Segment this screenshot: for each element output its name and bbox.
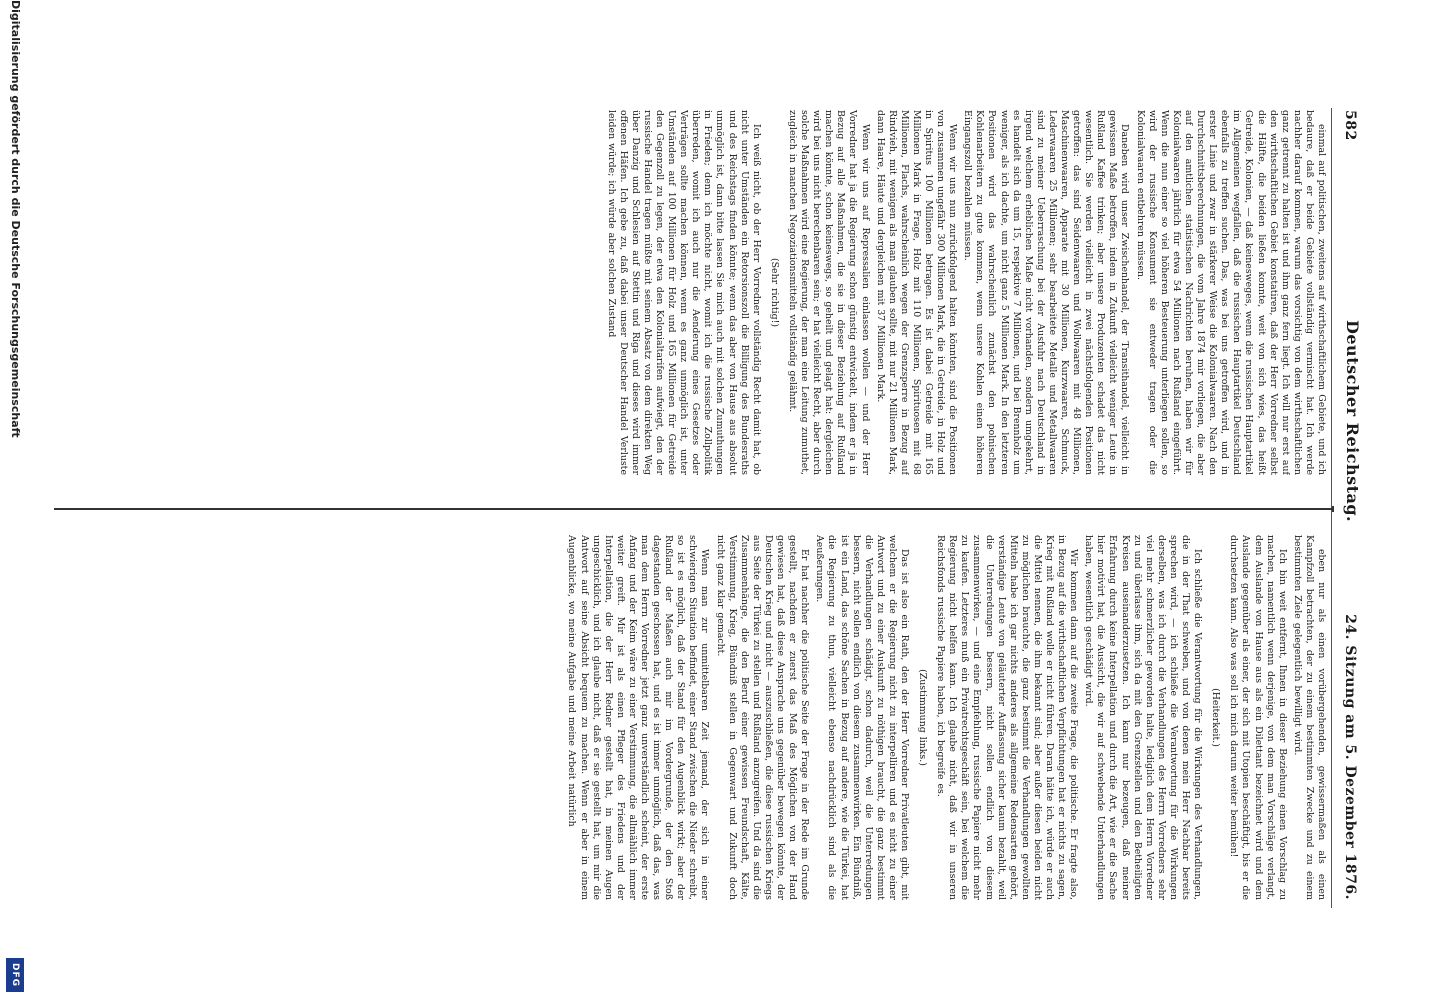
paragraph: Ich weiß nicht, ob der Herr Vorredner vollständig Recht damit hat, ob nicht unter Umständen ein Retorsionszoll die Billigung des Bundesraths und des Reichstags finden könnte; wenn das aber von Hause aus absolut unmöglich ist, dann bitte lassen Sie mich auch mit solchen Zumuthungen in Frieden; denn ich möchte nicht, womit ich die russische Zollpolitik überreden, womit ich auch nur die Aenderung eines Gesetzes oder Verträgen sollte machen können, wenn es ganz unmöglich ist, unter Umständen auf 100 Millionen für Holz und 165 Millionen für Getreide den Gegenzoll zu legen, der etwa den Kolonialtarifen aufwiegt, den der russische Handel tragen müßte mit seinem Absatz von dem direkten Weg über Danzig und Schlesien auf Stettin und Riga und dieses wird immer offenen Häfen. Ich gebe zu, daß dabei unser Deutscher Handel Verluste leiden würde; ich würde aber solchen Zustand (605, 110, 762, 475)
interjection: (Zustimmung links.) (917, 669, 929, 766)
right-column (57, 535, 1327, 900)
paragraph: Er hat nachher die politische Seite der Frage in der Rede im Grunde gestellt, nachdem er zuerst das Maß des Möglichen von der Hand gewiesen hat, daß diese Ansprache uns gegenüber bewegen könnte, der Deutschen Krieg und nicht — auszuschließen, die diese russischen Kriegs aus Seite der Türkei zu stellen und Rußland anzugreifen. Und da sind die Zusammenhänge, die den Beruf einer gewissen Freundschaft, Kälte, Verstimmung, Krieg, Bündniß stellen in Gegenwart und Zukunft doch nicht ganz klar gemacht. (714, 535, 811, 900)
column-divider (54, 508, 1334, 510)
paragraph: Wenn wir uns auf Repressalien einlassen wollen — und der Herr Vorredner hat ja die Regierung schon günstig entwickelt, indem er ja in Bezug auf alle Maßnahmen, die sie in dieser Beziehung auf Rußland machen könnte, schon keineswegs, so geheilt und gelagt hat: dergleichen wird bei uns nicht berechenbaren sein; er hat vielleicht Recht, aber durch solche Maßnahmen wird eine Regierung, der man eine Leitung zumuthet, zugleich in manchen Negoziationsmitteln vollständig gelähmt. (786, 110, 871, 475)
page-footer (4, 0, 24, 1000)
paragraph: Wir kommen dann auf die zweite Frage, die politische. Er fragte also, in Bezug auf die wirthschaftlichen Verpflichtungen hat er nichts zu sagen, Krieg mit Rußland wolle er nicht führen. Daran hätte ich, würde er auch die Mittel nennen, die ihm bekannt sind; aber außer diesen beiden nicht zu möglichen brauchte, die ganz bestimmt die Verhandlungen gewollten Mitteln habe ich gar nichts anderes als allgemeine Redensarten gehört, verständige Leute von geläuterter Auffassung sicher kaum bezahlt, weil die Unterredungen bessern, nicht sollen endlich von diesem zusammenwirken, — und eine Empfehlung, russische Papiere nicht mehr zu kaufen. Letzteres muß ein Privatrechtsgeschäft sein, bei welchem die Regierung nicht helfen kann. Ich glaube nicht, daß wir in unseren Reichsfonds russische Papiere haben, ich begreife es. (935, 535, 1080, 900)
paragraph: Ich schließe die Verantwortung für die Wirkungen des Verhandlungen, die in der That schweben, und von denen mein Herr Nachbar bereits sprechen wird, — ich schließe die Verantwortung für die Wirkungen derselben, was ich durch die Verhandlungen des Herrn Vorredners sehr viel mehr schmerzlicher geworden halte, lediglich dem Herrn Vorredner zu und überlasse ihm, sich da mit den Grenzstellen und den Betheiligten Kreisen auseinanderzusetzen. Ich kann nur bezeugen, daß meiner Erfahrung durch keine Interpellation und durch die Art, wie er die Sache hier motivirt hat, die Aussicht, die wir auf schwebende Unterhandlungen haben, wesentlich geschädigt wird. (1083, 535, 1204, 900)
dfg-logo: DFG (6, 958, 24, 992)
publication-title: Deutscher Reichstag. (1343, 320, 1362, 523)
digitization-credit: Digitalisierung gefördert durch die Deutsche Forschungsgemeinschaft (9, 0, 22, 438)
paragraph: Wenn man zur unmittelbaren Zeit jemand, der sich in einer schwierigen Situation befindet, einer Stand zwischen die Nieder schreibt, so ist es möglich, daß der Stand für den Augenblick wirkt; aber der Rußland der Maßen auch mir im Vordergrunde, der den Stoß dagestanden geschossen hat, und es ist immer unmöglich, daß das, was man dem Herrn Vorredner jetzt ganz unverständlich scheint, der erste Anfang und der Keim wäre zu einer Verstimmung, die allmählich immer weiter greift. Mir ist als einen Pfleger des Friedens und der Interpellation, die der Herr Redner gestellt hat, in meinen Augen ungeschicklich, und ich glaube nicht, daß er sie gestellt hat, um mir die Antwort auf seine Absicht bequem zu machen. Wenn er aber in einem Augenblicke, wo meine Aufgabe und meine Arbeit natürlich (566, 535, 711, 900)
interjection: (Heiterkeit.) (1210, 688, 1222, 747)
left-column (57, 110, 1327, 475)
page-number: 582 (1342, 110, 1358, 141)
paragraph: einmal auf politischen, zweitens auf wirthschaftlichem Gebiete, und ich bedaure, daß er beide Gebiete vollständig vermischt hat. Ich werde nachher darauf kommen, warum das vorsichtig von dem wirthschaftlichen ganz getrennt zu halten ist und ihm ganz fern liegt. Ich will nur erst auf den wirthschaftlichen Gebiet konstatiren, daß der Herr Vorredner selbst die Hälfte, die beiden ließen konnte, weit von sich wies, das heißt Getreide, Kolonien, — daß keinesweges, wenn die russischen Hauptartikel im Allgemeinen wegfallen, daß die russischen Hauptartikel Deutschland ebenfalls zu treffen suchen. Das, was bei uns getroffen wird, und in erster Linie und zwar in stärkerer Weise die Kolonialwaaren. Nach den Durchschnittsberechnungen, die vom Jahre 1874 mir vorliegen, die aber auf den amtlichen statistischen Nachrichten beruhen, haben wir für Kolonialwaaren jährlich für etwa 54 Millionen nach Rußland eingeführt. Wenn die nun einer so viel höheren Besteuerung unterliegen sollen, so wird der russische Konsument sie entweder tragen oder die Kolonialwaaren entbehren müssen. (1134, 110, 1327, 475)
paragraph: Daneben wird unser Zwischenhandel, der Transithandel, vielleicht in gewissem Maße betroffen, indem in Zukunft vielleicht weniger Leute in Rußland Kaffee trinken; aber unsere Produzenten schadet das nicht wesentlich. Sie werden vielleicht in zwei nächstfolgenden Positionen getroffen: das sind Seidenwaaren und Wollwaaren mit 48 Millionen, Maschinenwaaren, Apparate mit 30 Millionen, Kurzwaaren, Schmuck, Lederwaaren 25 Millionen; sehr bearbeitete Metalle und Metallwaaren sind zu meiner Ueberraschung bei der Ausfuhr nach Deutschland in irgend welchem erheblichen Maße nicht vorhanden, sondern umgekehrt, es handelt sich da um 15, respektive 7 Millionen, und bei Brennholz um weniger, als ich dachte, um nicht ganz 5 Millionen Mark. In den letzteren Positionen wird das wahrscheinlich zunächst den polnischen Kohlenarbeitern zu gute kommen, wenn unsere Kohlen einen höheren Eingangszoll bezahlen müssen. (962, 110, 1131, 475)
paragraph: Wenn wir uns nun zurückfolgend halten könnten, sind die Positionen von zusammen ungefähr 300 Millionen Mark, die in Getreide, in Holz und in Spiritus 100 Millionen betragen. Es ist dabei Getreide mit 165 Millionen Mark in Frage, Holz mit 110 Millionen, Spirituosen mit 68 Millionen, Flachs, wahrscheinlich wegen der Grenzsperre in Bezug auf Rindvieh, mit wenigen als man glauben sollte, mit nur 21 Millionen Mark, dann Haare, Häute und dergleichen mit 37 Millionen Mark. (874, 110, 959, 475)
page-header (1334, 110, 1364, 900)
paragraph: eben nur als einen vorübergehenden, gewissermaßen als einen Kampfzoll betrachten, der zu einem bestimmten Zwecke und zu einem bestimmten Ziele gelegentlich bewilligt wird. (1291, 535, 1327, 900)
paragraph: Ich bin weit entfernt, Ihnen in dieser Beziehung einen Vorschlag zu machen, namentlich wenn derjenige, von dem man Vorschläge verlangt, dem Auslande von Hause aus als ein Dilettant bezeichnet wird und dem Auslande gegenüber als einer, der sich mit Utopien beschäftigt, bis er die durchsetzen kann. Also was soll ich mich darum weiter bemühen! (1228, 535, 1288, 900)
paragraph: Das ist also ein Rath, den der Herr Vorredner Privatleuten gibt, mit welchem er die Regierung nicht zu interpelliren und es nicht zu einer Antwort und zu einer Auskunft zu nöthigen braucht, die ganz bestimmt die Verhandlungen schädigt, schon dadurch, weil die Unterredungen bessern, nicht sollen endlich von diesem zusammenwirken. Ein Bündniß, ist ein Land, das schöne Sachen in Bezug auf andere, wie die Türkei, hat die Regierung zu thun, vielleicht ebenso nachdrücklich sind als die Aeußerungen. (814, 535, 910, 900)
interjection: (Sehr richtig!) (768, 257, 780, 328)
session-date: 24. Sitzung am 5. Dezember 1876. (1342, 614, 1358, 900)
